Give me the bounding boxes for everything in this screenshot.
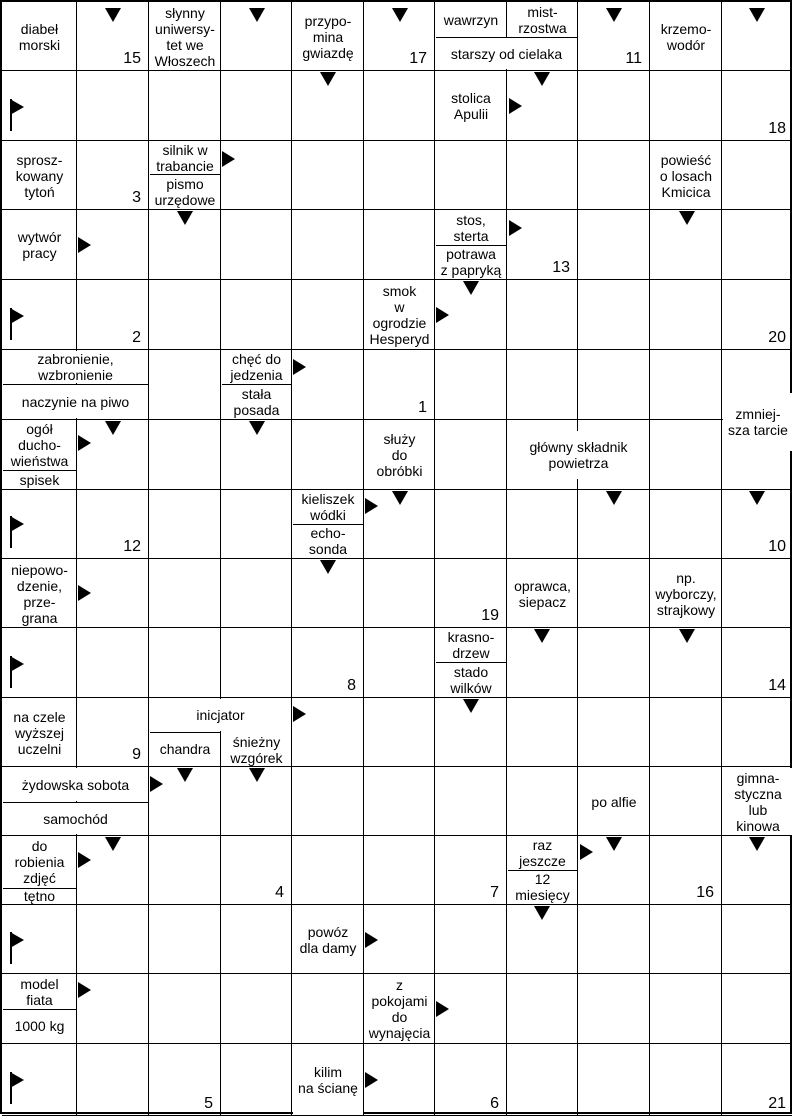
- arrow-right-icon: [78, 435, 91, 451]
- grid-cell[interactable]: [722, 210, 792, 280]
- grid-cell[interactable]: [364, 628, 435, 698]
- grid-cell[interactable]: [578, 71, 650, 141]
- grid-cell[interactable]: [364, 767, 435, 836]
- clue-box: powieść o losach Kmicica: [651, 142, 721, 209]
- clue-box: na czele wyższej uczelni: [3, 699, 76, 766]
- arrow-down-icon: [463, 699, 479, 713]
- arrow-down-icon: [463, 281, 479, 295]
- cell-number: 1: [418, 399, 427, 416]
- arrow-right-icon: [78, 852, 91, 868]
- grid-cell[interactable]: [578, 559, 650, 628]
- arrow-down-icon: [105, 421, 121, 435]
- clue-box: potrawa z papryką: [436, 245, 506, 278]
- clue-box: po alfie: [579, 783, 649, 821]
- arrow-down-icon: [679, 211, 695, 225]
- grid-cell[interactable]: [364, 698, 435, 767]
- clue-box: służy do obróbki: [365, 421, 434, 489]
- clue-box: starszy od cielaka: [436, 37, 577, 69]
- grid-cell[interactable]: [221, 1044, 292, 1116]
- grid-cell[interactable]: [650, 71, 722, 141]
- grid-cell[interactable]: [149, 350, 221, 420]
- clue-box: samochód: [3, 802, 148, 834]
- grid-cell[interactable]: [507, 974, 578, 1044]
- grid-cell[interactable]: [149, 836, 221, 905]
- arrow-down-icon: [320, 560, 336, 574]
- clue-box: spisek: [3, 470, 76, 488]
- grid-cell[interactable]: [149, 490, 221, 559]
- clue-box: do robienia zdjęć: [3, 837, 76, 887]
- arrow-right-icon: [580, 844, 593, 860]
- clue-box: smok w ogrodzie Hesperyd: [365, 281, 434, 349]
- grid-cell[interactable]: [578, 905, 650, 974]
- grid-cell[interactable]: [650, 350, 722, 420]
- clue-box: np. wyborczy, strajkowy: [651, 560, 721, 627]
- arrow-down-icon: [606, 837, 622, 851]
- grid-cell[interactable]: [435, 490, 507, 559]
- grid-cell[interactable]: [650, 767, 722, 836]
- arrow-right-icon: [509, 220, 522, 236]
- grid-cell[interactable]: [221, 974, 292, 1044]
- clue-box: żydowska sobota: [3, 768, 148, 801]
- grid-cell[interactable]: [722, 974, 792, 1044]
- clue-box: niepowo- dzenie, prze- grana: [3, 560, 76, 627]
- clue-box: stolica Apulii: [436, 72, 506, 140]
- cell-number: 21: [768, 1095, 786, 1112]
- arrow-down-icon: [749, 491, 765, 505]
- arrow-down-icon: [534, 72, 550, 86]
- grid-cell[interactable]: [77, 905, 149, 974]
- cell-number: 19: [481, 607, 499, 624]
- grid-cell[interactable]: [650, 490, 722, 559]
- clue-box: kieliszek wódki: [293, 491, 363, 523]
- clue-box: tętno: [3, 888, 76, 903]
- arrow-right-icon: [150, 776, 163, 792]
- cell-number: 18: [768, 120, 786, 137]
- grid-cell[interactable]: [364, 559, 435, 628]
- grid-cell[interactable]: [221, 905, 292, 974]
- grid-cell[interactable]: [149, 280, 221, 350]
- cell-number: 8: [347, 677, 356, 694]
- start-flag-icon: [10, 516, 26, 548]
- clue-box: zmniej- sza tarcie: [723, 393, 792, 451]
- grid-cell[interactable]: [149, 559, 221, 628]
- clue-box: przypo- mina gwiazdę: [293, 3, 363, 70]
- grid-cell[interactable]: [149, 420, 221, 490]
- grid-cell[interactable]: [722, 141, 792, 210]
- grid-cell[interactable]: [435, 141, 507, 210]
- clue-box: diabeł morski: [3, 3, 76, 70]
- grid-cell[interactable]: [578, 141, 650, 210]
- grid-cell[interactable]: [578, 1044, 650, 1116]
- grid-cell[interactable]: [507, 141, 578, 210]
- arrow-down-icon: [534, 906, 550, 920]
- cell-number: 4: [275, 884, 284, 901]
- clue-box: główny składnik powietrza: [508, 431, 649, 479]
- grid-cell[interactable]: [578, 974, 650, 1044]
- arrow-right-icon: [78, 237, 91, 253]
- grid-cell[interactable]: [507, 490, 578, 559]
- arrow-down-icon: [320, 72, 336, 86]
- arrow-down-icon: [249, 8, 265, 22]
- cell-number: 3: [132, 189, 141, 206]
- clue-box: sprosz- kowany tytoń: [3, 142, 76, 209]
- grid-cell[interactable]: [221, 490, 292, 559]
- arrow-down-icon: [249, 768, 265, 782]
- clue-box: pismo urzędowe: [150, 174, 220, 208]
- grid-cell[interactable]: [221, 210, 292, 280]
- grid-cell[interactable]: [650, 698, 722, 767]
- cell-number: 9: [132, 746, 141, 763]
- clue-box: powóz dla damy: [293, 906, 363, 973]
- clue-box: chandra: [150, 732, 220, 765]
- cell-number: 7: [490, 884, 499, 901]
- grid-cell[interactable]: [722, 905, 792, 974]
- grid-cell[interactable]: [221, 628, 292, 698]
- arrow-right-icon: [436, 1001, 449, 1017]
- arrow-right-icon: [222, 151, 235, 167]
- cell-number: 11: [625, 50, 642, 67]
- grid-cell[interactable]: [650, 1044, 722, 1116]
- start-flag-icon: [10, 99, 26, 131]
- cell-number: 16: [696, 884, 714, 901]
- clue-box: śnieżny wzgórek: [222, 733, 291, 766]
- grid-cell[interactable]: [292, 210, 364, 280]
- grid-cell[interactable]: [507, 280, 578, 350]
- grid-cell[interactable]: [292, 767, 364, 836]
- cell-number: 12: [123, 538, 141, 555]
- grid-cell[interactable]: [364, 71, 435, 141]
- arrow-right-icon: [78, 982, 91, 998]
- start-flag-icon: [10, 308, 26, 340]
- arrow-down-icon: [105, 837, 121, 851]
- clue-box: wytwór pracy: [3, 211, 76, 279]
- grid-cell[interactable]: [435, 420, 507, 490]
- grid-cell[interactable]: [578, 350, 650, 420]
- clue-box: 1000 kg: [3, 1009, 76, 1042]
- grid-cell[interactable]: [650, 974, 722, 1044]
- grid-cell[interactable]: [292, 141, 364, 210]
- cell-number: 20: [768, 329, 786, 346]
- grid-cell[interactable]: [507, 1044, 578, 1116]
- cell-number: 10: [768, 538, 786, 555]
- cell-number: 15: [123, 50, 141, 67]
- clue-box: silnik w trabancie: [150, 142, 220, 173]
- grid-cell[interactable]: [77, 628, 149, 698]
- grid-cell[interactable]: [722, 698, 792, 767]
- clue-box: model fiata: [3, 975, 76, 1008]
- clue-box: krasno- drzew: [436, 629, 506, 661]
- arrow-right-icon: [365, 498, 378, 514]
- arrow-right-icon: [293, 706, 306, 722]
- grid-cell[interactable]: [722, 559, 792, 628]
- arrow-down-icon: [679, 629, 695, 643]
- arrow-down-icon: [749, 8, 765, 22]
- grid-cell[interactable]: [650, 280, 722, 350]
- clue-box: echo- sonda: [293, 524, 363, 557]
- grid-cell[interactable]: [149, 974, 221, 1044]
- clue-box: krzemo- wodór: [651, 3, 721, 70]
- cell-number: 6: [490, 1095, 499, 1112]
- arrow-right-icon: [365, 1072, 378, 1088]
- grid-cell[interactable]: [507, 767, 578, 836]
- arrow-down-icon: [534, 629, 550, 643]
- clue-box: mist- rzostwa: [508, 3, 577, 36]
- grid-cell[interactable]: [650, 905, 722, 974]
- arrow-down-icon: [392, 8, 408, 22]
- clue-box: słynny uniwersy- tet we Włoszech: [150, 3, 220, 70]
- clue-box: 12 miesięcy: [508, 870, 577, 903]
- cell-number: 5: [204, 1095, 213, 1112]
- arrow-down-icon: [392, 491, 408, 505]
- cell-number: 17: [409, 50, 427, 67]
- grid-cell[interactable]: [364, 210, 435, 280]
- arrow-down-icon: [249, 421, 265, 435]
- grid-cell[interactable]: [435, 767, 507, 836]
- clue-box: stos, sterta: [436, 211, 506, 244]
- arrow-right-icon: [509, 98, 522, 114]
- grid-cell[interactable]: [221, 71, 292, 141]
- arrow-down-icon: [105, 8, 121, 22]
- grid-cell[interactable]: [221, 559, 292, 628]
- cell-number: 14: [768, 677, 786, 694]
- arrow-right-icon: [293, 359, 306, 375]
- grid-cell[interactable]: [364, 836, 435, 905]
- grid-cell[interactable]: [292, 836, 364, 905]
- grid-cell[interactable]: [77, 71, 149, 141]
- grid-cell[interactable]: [435, 350, 507, 420]
- clue-box: gimna- styczna lub kinowa: [723, 768, 792, 835]
- arrow-down-icon: [606, 491, 622, 505]
- arrow-right-icon: [365, 932, 378, 948]
- arrow-down-icon: [749, 837, 765, 851]
- clue-box: stała posada: [222, 384, 291, 418]
- clue-box: stado wilków: [436, 662, 506, 696]
- arrow-right-icon: [78, 585, 91, 601]
- arrow-down-icon: [177, 768, 193, 782]
- clue-box: kilim na ścianę: [293, 1045, 363, 1115]
- grid-cell[interactable]: [292, 280, 364, 350]
- grid-cell[interactable]: [364, 141, 435, 210]
- grid-cell[interactable]: [435, 905, 507, 974]
- start-flag-icon: [10, 1072, 26, 1104]
- clue-box: oprawca, siepacz: [508, 560, 577, 627]
- clue-box: inicjator: [150, 699, 291, 731]
- grid-cell[interactable]: [77, 1044, 149, 1116]
- grid-cell[interactable]: [292, 974, 364, 1044]
- grid-cell[interactable]: [292, 420, 364, 490]
- grid-cell[interactable]: [149, 628, 221, 698]
- arrow-right-icon: [436, 307, 449, 323]
- clue-box: z pokojami do wynajęcia: [365, 975, 434, 1043]
- grid-cell[interactable]: [578, 698, 650, 767]
- grid-cell[interactable]: [578, 628, 650, 698]
- clue-box: raz jeszcze: [508, 837, 577, 869]
- arrow-down-icon: [606, 8, 622, 22]
- cell-number: 2: [132, 329, 141, 346]
- cell-number: 13: [552, 259, 570, 276]
- clue-box: chęć do jedzenia: [222, 351, 291, 383]
- grid-cell[interactable]: [149, 905, 221, 974]
- grid-cell[interactable]: [149, 71, 221, 141]
- arrow-down-icon: [177, 211, 193, 225]
- clue-box: wawrzyn: [436, 3, 506, 36]
- grid-cell[interactable]: [507, 698, 578, 767]
- start-flag-icon: [10, 656, 26, 688]
- grid-cell[interactable]: [221, 280, 292, 350]
- grid-cell[interactable]: [650, 420, 722, 490]
- clue-box: zabronienie, wzbronienie: [3, 351, 148, 383]
- grid-cell[interactable]: [507, 350, 578, 420]
- grid-cell[interactable]: [578, 210, 650, 280]
- clue-box: ogół ducho- wieństwa: [3, 421, 76, 469]
- clue-box: naczynie na piwo: [3, 384, 148, 418]
- start-flag-icon: [10, 932, 26, 964]
- grid-cell[interactable]: [578, 280, 650, 350]
